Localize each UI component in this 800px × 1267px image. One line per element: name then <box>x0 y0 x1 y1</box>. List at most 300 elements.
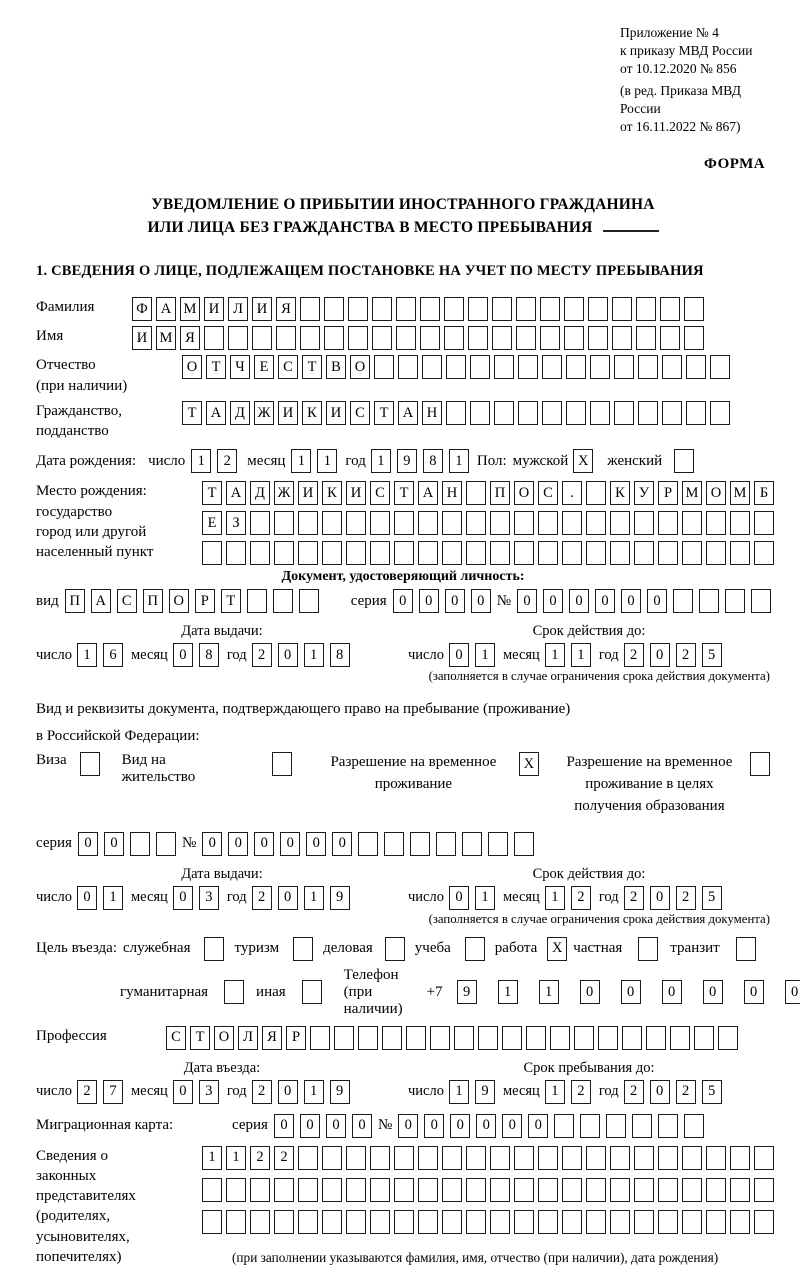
form-cell[interactable] <box>540 326 560 350</box>
form-cell[interactable] <box>750 752 770 776</box>
form-cell[interactable] <box>382 1026 402 1050</box>
representatives-cells-row3[interactable] <box>202 1210 774 1234</box>
form-cell[interactable] <box>586 541 606 565</box>
form-cell[interactable]: Е <box>202 511 222 535</box>
form-cell[interactable] <box>562 1178 582 1202</box>
form-cell[interactable] <box>385 937 405 961</box>
form-cell[interactable] <box>638 355 658 379</box>
form-cell[interactable]: 0 <box>274 1114 294 1138</box>
form-cell[interactable] <box>686 355 706 379</box>
form-cell[interactable]: 2 <box>676 643 696 667</box>
form-cell[interactable] <box>516 297 536 321</box>
form-cell[interactable] <box>442 511 462 535</box>
form-cell[interactable]: 0 <box>785 980 800 1004</box>
form-cell[interactable] <box>490 1178 510 1202</box>
issue1-month-cells[interactable] <box>173 643 219 667</box>
form-cell[interactable]: Я <box>262 1026 282 1050</box>
form-cell[interactable] <box>418 511 438 535</box>
doc-type-cells[interactable] <box>65 589 319 613</box>
form-cell[interactable] <box>562 1210 582 1234</box>
form-cell[interactable]: 0 <box>517 589 537 613</box>
form-cell[interactable] <box>372 297 392 321</box>
form-cell[interactable] <box>564 297 584 321</box>
form-cell[interactable]: 0 <box>173 1080 193 1104</box>
form-cell[interactable] <box>324 326 344 350</box>
form-cell[interactable]: 1 <box>371 449 391 473</box>
form-cell[interactable] <box>454 1026 474 1050</box>
form-cell[interactable] <box>422 355 442 379</box>
form-cell[interactable] <box>706 541 726 565</box>
form-cell[interactable] <box>346 1178 366 1202</box>
form-cell[interactable]: 0 <box>647 589 667 613</box>
gender-female-checkbox[interactable] <box>674 449 694 473</box>
form-cell[interactable]: 0 <box>621 980 641 1004</box>
form-cell[interactable] <box>730 511 750 535</box>
form-cell[interactable] <box>358 832 378 856</box>
form-cell[interactable]: Р <box>195 589 215 613</box>
form-cell[interactable]: 5 <box>702 886 722 910</box>
form-cell[interactable] <box>394 511 414 535</box>
form-cell[interactable]: 2 <box>274 1146 294 1170</box>
form-cell[interactable]: 1 <box>191 449 211 473</box>
form-cell[interactable] <box>466 511 486 535</box>
form-cell[interactable]: Р <box>658 481 678 505</box>
form-cell[interactable]: 0 <box>228 832 248 856</box>
form-cell[interactable] <box>658 1146 678 1170</box>
form-cell[interactable] <box>274 1210 294 1234</box>
form-cell[interactable] <box>272 752 292 776</box>
form-cell[interactable]: X <box>573 449 593 473</box>
form-cell[interactable]: 0 <box>450 1114 470 1138</box>
form-cell[interactable] <box>274 541 294 565</box>
issue2-year-cells[interactable] <box>252 886 350 910</box>
form-cell[interactable] <box>430 1026 450 1050</box>
form-cell[interactable]: 0 <box>569 589 589 613</box>
form-cell[interactable]: Е <box>254 355 274 379</box>
form-cell[interactable] <box>358 1026 378 1050</box>
form-cell[interactable] <box>490 1146 510 1170</box>
form-cell[interactable]: О <box>350 355 370 379</box>
form-cell[interactable] <box>610 1210 630 1234</box>
form-cell[interactable]: 1 <box>475 886 495 910</box>
form-cell[interactable] <box>322 511 342 535</box>
profession-cells[interactable] <box>166 1026 738 1050</box>
form-cell[interactable] <box>598 1026 618 1050</box>
stay-month-cells[interactable] <box>545 1080 591 1104</box>
form-cell[interactable] <box>542 401 562 425</box>
form-cell[interactable]: Т <box>206 355 226 379</box>
form-cell[interactable]: 0 <box>595 589 615 613</box>
form-cell[interactable]: И <box>278 401 298 425</box>
form-cell[interactable]: Л <box>228 297 248 321</box>
phone-cells[interactable] <box>451 980 800 1004</box>
form-cell[interactable] <box>638 401 658 425</box>
form-cell[interactable] <box>488 832 508 856</box>
form-cell[interactable]: 0 <box>744 980 764 1004</box>
form-cell[interactable] <box>370 1146 390 1170</box>
form-cell[interactable] <box>684 1114 704 1138</box>
form-cell[interactable]: 0 <box>449 643 469 667</box>
form-cell[interactable]: 0 <box>445 589 465 613</box>
form-cell[interactable]: Л <box>238 1026 258 1050</box>
form-cell[interactable] <box>370 1178 390 1202</box>
form-cell[interactable] <box>636 297 656 321</box>
form-cell[interactable] <box>514 541 534 565</box>
form-cell[interactable] <box>658 1114 678 1138</box>
form-cell[interactable]: 1 <box>291 449 311 473</box>
form-cell[interactable] <box>478 1026 498 1050</box>
residence-num-cells[interactable] <box>202 832 534 856</box>
form-cell[interactable]: П <box>490 481 510 505</box>
form-cell[interactable] <box>606 1114 626 1138</box>
form-cell[interactable] <box>442 1146 462 1170</box>
birthplace-cells-row1[interactable] <box>202 481 774 505</box>
form-cell[interactable] <box>660 326 680 350</box>
form-cell[interactable]: 1 <box>304 643 324 667</box>
form-cell[interactable] <box>514 511 534 535</box>
form-cell[interactable] <box>632 1114 652 1138</box>
form-cell[interactable]: 0 <box>278 643 298 667</box>
form-cell[interactable] <box>420 297 440 321</box>
form-cell[interactable] <box>588 326 608 350</box>
birth-year-cells[interactable] <box>371 449 469 473</box>
form-cell[interactable] <box>346 511 366 535</box>
form-cell[interactable] <box>372 326 392 350</box>
form-cell[interactable] <box>562 1146 582 1170</box>
form-cell[interactable]: 0 <box>352 1114 372 1138</box>
form-cell[interactable] <box>300 297 320 321</box>
form-cell[interactable] <box>564 326 584 350</box>
form-cell[interactable]: 0 <box>502 1114 522 1138</box>
form-cell[interactable]: С <box>350 401 370 425</box>
form-cell[interactable] <box>273 589 293 613</box>
form-cell[interactable]: 0 <box>78 832 98 856</box>
form-cell[interactable] <box>466 1146 486 1170</box>
form-cell[interactable]: 2 <box>624 643 644 667</box>
form-cell[interactable] <box>516 326 536 350</box>
form-cell[interactable] <box>514 832 534 856</box>
rvpo-checkbox[interactable] <box>742 752 770 776</box>
form-cell[interactable] <box>370 511 390 535</box>
form-cell[interactable]: 2 <box>77 1080 97 1104</box>
form-cell[interactable] <box>224 980 244 1004</box>
form-cell[interactable] <box>202 1178 222 1202</box>
form-cell[interactable] <box>276 326 296 350</box>
entry-day-cells[interactable] <box>77 1080 123 1104</box>
form-cell[interactable] <box>348 297 368 321</box>
purpose-chastnaya-checkbox[interactable] <box>632 937 658 961</box>
form-cell[interactable] <box>298 1210 318 1234</box>
form-cell[interactable] <box>322 541 342 565</box>
form-cell[interactable]: 2 <box>252 643 272 667</box>
form-cell[interactable] <box>298 541 318 565</box>
form-cell[interactable] <box>540 297 560 321</box>
form-cell[interactable]: 9 <box>475 1080 495 1104</box>
form-cell[interactable] <box>494 401 514 425</box>
form-cell[interactable]: 2 <box>252 1080 272 1104</box>
form-cell[interactable] <box>346 1146 366 1170</box>
form-cell[interactable] <box>492 297 512 321</box>
form-cell[interactable] <box>302 980 322 1004</box>
form-cell[interactable]: 1 <box>449 449 469 473</box>
form-cell[interactable] <box>384 832 404 856</box>
patronymic-cells[interactable] <box>182 355 730 379</box>
form-cell[interactable] <box>686 401 706 425</box>
form-cell[interactable]: К <box>302 401 322 425</box>
form-cell[interactable] <box>406 1026 426 1050</box>
form-cell[interactable] <box>322 1210 342 1234</box>
form-cell[interactable]: М <box>730 481 750 505</box>
valid2-year-cells[interactable] <box>624 886 722 910</box>
form-cell[interactable] <box>226 541 246 565</box>
form-cell[interactable]: 0 <box>703 980 723 1004</box>
form-cell[interactable] <box>490 1210 510 1234</box>
form-cell[interactable] <box>718 1026 738 1050</box>
form-cell[interactable] <box>682 541 702 565</box>
form-cell[interactable] <box>634 1178 654 1202</box>
form-cell[interactable] <box>586 1210 606 1234</box>
form-cell[interactable] <box>658 1178 678 1202</box>
form-cell[interactable] <box>684 297 704 321</box>
form-cell[interactable] <box>538 1146 558 1170</box>
form-cell[interactable]: А <box>91 589 111 613</box>
form-cell[interactable] <box>634 1210 654 1234</box>
form-cell[interactable] <box>586 1146 606 1170</box>
form-cell[interactable] <box>396 297 416 321</box>
form-cell[interactable]: Д <box>230 401 250 425</box>
form-cell[interactable]: 0 <box>173 643 193 667</box>
form-cell[interactable] <box>684 326 704 350</box>
form-cell[interactable] <box>490 541 510 565</box>
form-cell[interactable]: 0 <box>306 832 326 856</box>
form-cell[interactable]: 0 <box>393 589 413 613</box>
form-cell[interactable] <box>566 401 586 425</box>
entry-month-cells[interactable] <box>173 1080 219 1104</box>
form-cell[interactable] <box>420 326 440 350</box>
form-cell[interactable] <box>538 511 558 535</box>
form-cell[interactable]: У <box>634 481 654 505</box>
form-cell[interactable]: Д <box>250 481 270 505</box>
form-cell[interactable] <box>574 1026 594 1050</box>
form-cell[interactable]: О <box>214 1026 234 1050</box>
issue2-month-cells[interactable] <box>173 886 219 910</box>
form-cell[interactable] <box>202 541 222 565</box>
form-cell[interactable] <box>466 481 486 505</box>
form-cell[interactable] <box>394 541 414 565</box>
form-cell[interactable]: 9 <box>330 1080 350 1104</box>
form-cell[interactable]: X <box>519 752 539 776</box>
form-cell[interactable]: 5 <box>702 1080 722 1104</box>
form-cell[interactable] <box>538 1210 558 1234</box>
doc-seriya-cells[interactable] <box>393 589 491 613</box>
form-cell[interactable] <box>706 1146 726 1170</box>
form-cell[interactable]: 8 <box>199 643 219 667</box>
form-cell[interactable]: 0 <box>278 1080 298 1104</box>
form-cell[interactable]: Т <box>182 401 202 425</box>
purpose-rabota-checkbox[interactable] <box>541 937 567 961</box>
form-cell[interactable] <box>662 355 682 379</box>
form-cell[interactable] <box>670 1026 690 1050</box>
form-cell[interactable]: С <box>166 1026 186 1050</box>
form-cell[interactable] <box>442 1178 462 1202</box>
form-cell[interactable]: С <box>117 589 137 613</box>
form-cell[interactable] <box>293 937 313 961</box>
form-cell[interactable]: О <box>514 481 534 505</box>
birthplace-cells-row3[interactable] <box>202 541 774 565</box>
form-cell[interactable] <box>706 511 726 535</box>
form-cell[interactable] <box>660 297 680 321</box>
form-cell[interactable]: О <box>169 589 189 613</box>
form-cell[interactable]: 0 <box>202 832 222 856</box>
form-cell[interactable]: 0 <box>662 980 682 1004</box>
form-cell[interactable] <box>658 1210 678 1234</box>
citizenship-cells[interactable] <box>182 401 730 425</box>
form-cell[interactable] <box>274 511 294 535</box>
form-cell[interactable]: 9 <box>330 886 350 910</box>
form-cell[interactable] <box>610 541 630 565</box>
form-cell[interactable] <box>614 401 634 425</box>
form-cell[interactable]: С <box>538 481 558 505</box>
valid2-day-cells[interactable] <box>449 886 495 910</box>
form-cell[interactable] <box>226 1210 246 1234</box>
form-cell[interactable] <box>418 541 438 565</box>
form-cell[interactable] <box>699 589 719 613</box>
form-cell[interactable]: 0 <box>332 832 352 856</box>
form-cell[interactable] <box>494 355 514 379</box>
form-cell[interactable]: О <box>182 355 202 379</box>
birth-day-cells[interactable] <box>191 449 237 473</box>
form-cell[interactable]: М <box>682 481 702 505</box>
form-cell[interactable] <box>754 1210 774 1234</box>
form-cell[interactable] <box>396 326 416 350</box>
form-cell[interactable] <box>298 1178 318 1202</box>
form-cell[interactable]: . <box>562 481 582 505</box>
form-cell[interactable] <box>444 297 464 321</box>
form-cell[interactable]: И <box>298 481 318 505</box>
form-cell[interactable]: С <box>278 355 298 379</box>
purpose-tranzit-checkbox[interactable] <box>730 937 756 961</box>
form-cell[interactable] <box>204 937 224 961</box>
form-cell[interactable]: 2 <box>624 886 644 910</box>
migration-num-cells[interactable] <box>398 1114 704 1138</box>
residence-seriya-cells[interactable] <box>78 832 176 856</box>
form-cell[interactable] <box>710 401 730 425</box>
form-cell[interactable] <box>526 1026 546 1050</box>
stay-day-cells[interactable] <box>449 1080 495 1104</box>
form-cell[interactable] <box>514 1146 534 1170</box>
form-cell[interactable] <box>298 511 318 535</box>
form-cell[interactable]: Н <box>442 481 462 505</box>
form-cell[interactable] <box>492 326 512 350</box>
form-cell[interactable]: 0 <box>173 886 193 910</box>
form-cell[interactable] <box>514 1210 534 1234</box>
form-cell[interactable] <box>418 1210 438 1234</box>
form-cell[interactable] <box>446 401 466 425</box>
form-cell[interactable]: Н <box>422 401 442 425</box>
form-cell[interactable] <box>310 1026 330 1050</box>
form-cell[interactable]: Ж <box>274 481 294 505</box>
form-cell[interactable] <box>324 297 344 321</box>
form-cell[interactable] <box>694 1026 714 1050</box>
form-cell[interactable] <box>298 1146 318 1170</box>
form-cell[interactable] <box>730 1210 750 1234</box>
valid1-day-cells[interactable] <box>449 643 495 667</box>
form-cell[interactable]: 8 <box>330 643 350 667</box>
form-cell[interactable] <box>612 297 632 321</box>
form-cell[interactable] <box>250 1178 270 1202</box>
form-cell[interactable] <box>250 511 270 535</box>
form-cell[interactable] <box>394 1178 414 1202</box>
visa-checkbox[interactable] <box>72 752 100 776</box>
form-cell[interactable]: И <box>346 481 366 505</box>
firstname-cells[interactable] <box>132 326 704 350</box>
form-cell[interactable]: Я <box>276 297 296 321</box>
form-cell[interactable] <box>682 1210 702 1234</box>
form-cell[interactable]: 0 <box>326 1114 346 1138</box>
form-cell[interactable]: 0 <box>449 886 469 910</box>
form-cell[interactable]: 2 <box>250 1146 270 1170</box>
form-cell[interactable]: 0 <box>424 1114 444 1138</box>
surname-cells[interactable] <box>132 297 704 321</box>
form-cell[interactable] <box>410 832 430 856</box>
form-cell[interactable] <box>674 449 694 473</box>
form-cell[interactable] <box>394 1210 414 1234</box>
issue1-day-cells[interactable] <box>77 643 123 667</box>
form-cell[interactable]: 1 <box>202 1146 222 1170</box>
issue2-day-cells[interactable] <box>77 886 123 910</box>
valid1-month-cells[interactable] <box>545 643 591 667</box>
form-cell[interactable]: 1 <box>545 1080 565 1104</box>
purpose-gumanitarnaya-checkbox[interactable] <box>218 980 244 1004</box>
form-cell[interactable]: 0 <box>650 886 670 910</box>
form-cell[interactable] <box>590 355 610 379</box>
form-cell[interactable]: 1 <box>539 980 559 1004</box>
form-cell[interactable] <box>490 511 510 535</box>
form-cell[interactable] <box>586 511 606 535</box>
form-cell[interactable] <box>398 355 418 379</box>
form-cell[interactable]: М <box>156 326 176 350</box>
form-cell[interactable] <box>622 1026 642 1050</box>
form-cell[interactable] <box>442 541 462 565</box>
form-cell[interactable]: 1 <box>545 886 565 910</box>
form-cell[interactable]: 2 <box>624 1080 644 1104</box>
form-cell[interactable] <box>730 1146 750 1170</box>
form-cell[interactable]: Р <box>286 1026 306 1050</box>
form-cell[interactable]: Т <box>190 1026 210 1050</box>
form-cell[interactable] <box>346 1210 366 1234</box>
form-cell[interactable] <box>658 511 678 535</box>
form-cell[interactable] <box>682 1178 702 1202</box>
form-cell[interactable] <box>706 1210 726 1234</box>
form-cell[interactable] <box>502 1026 522 1050</box>
form-cell[interactable] <box>682 1146 702 1170</box>
form-cell[interactable]: 0 <box>300 1114 320 1138</box>
form-cell[interactable] <box>562 511 582 535</box>
form-cell[interactable] <box>374 355 394 379</box>
form-cell[interactable]: М <box>180 297 200 321</box>
form-cell[interactable]: О <box>706 481 726 505</box>
form-cell[interactable]: 1 <box>475 643 495 667</box>
form-cell[interactable] <box>662 401 682 425</box>
form-cell[interactable]: 9 <box>457 980 477 1004</box>
form-cell[interactable] <box>252 326 272 350</box>
form-cell[interactable]: И <box>204 297 224 321</box>
form-cell[interactable] <box>634 1146 654 1170</box>
form-cell[interactable] <box>370 1210 390 1234</box>
form-cell[interactable] <box>710 355 730 379</box>
valid1-year-cells[interactable] <box>624 643 722 667</box>
form-cell[interactable] <box>682 511 702 535</box>
